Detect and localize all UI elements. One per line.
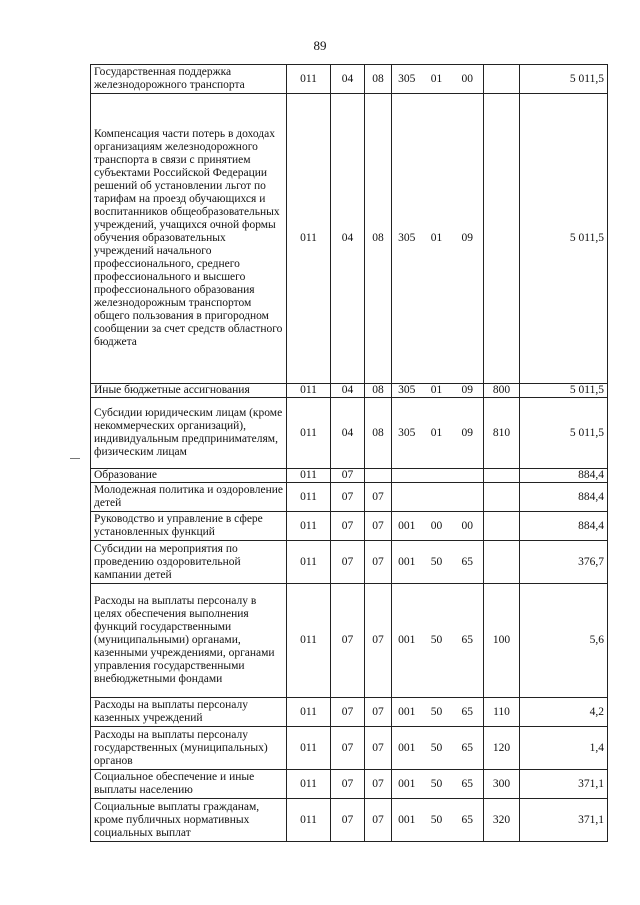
table-body: [91, 65, 608, 842]
subsection-code: 07: [365, 698, 392, 727]
section-code: 04: [331, 94, 365, 384]
ved-code: 011: [287, 483, 331, 512]
target-code-part3: [452, 469, 484, 483]
expense-type-code: [484, 469, 520, 483]
target-code-part3: 65: [452, 770, 484, 799]
ved-code: 011: [287, 799, 331, 842]
section-code: 04: [331, 384, 365, 398]
section-code: 07: [331, 799, 365, 842]
amount: 5 011,5: [520, 398, 608, 469]
subsection-code: 07: [365, 799, 392, 842]
target-code-part1: 305: [392, 384, 422, 398]
subsection-code: 07: [365, 770, 392, 799]
expense-type-code: [484, 512, 520, 541]
table-row: [91, 541, 608, 584]
page-number: 89: [313, 38, 327, 53]
target-code-part1: 001: [392, 727, 422, 770]
table-row: [91, 512, 608, 541]
target-code-part3: 65: [452, 698, 484, 727]
target-code-part1: [392, 483, 422, 512]
subsection-code: 08: [365, 65, 392, 94]
amount: 884,4: [520, 469, 608, 483]
target-code-part3: 09: [452, 398, 484, 469]
target-code-part1: 001: [392, 770, 422, 799]
amount: 371,1: [520, 770, 608, 799]
budget-table: [90, 64, 608, 842]
target-code-part2: 50: [422, 541, 452, 584]
target-code-part2: 00: [422, 512, 452, 541]
amount: 1,4: [520, 727, 608, 770]
section-code: 07: [331, 584, 365, 698]
target-code-part3: 09: [452, 94, 484, 384]
ved-code: 011: [287, 770, 331, 799]
target-code-part2: [422, 469, 452, 483]
target-code-part2: 50: [422, 770, 452, 799]
row-name: Субсидии на мероприятия по проведению оздоровительной кампании детей: [91, 541, 287, 584]
row-name: Руководство и управление в сфере установленных функций: [91, 512, 287, 541]
expense-type-code: 810: [484, 398, 520, 469]
target-code-part3: 65: [452, 541, 484, 584]
ved-code: 011: [287, 698, 331, 727]
ved-code: 011: [287, 584, 331, 698]
subsection-code: 07: [365, 483, 392, 512]
target-code-part1: 305: [392, 94, 422, 384]
row-name: Расходы на выплаты персоналу государственных (муниципальных) органов: [91, 727, 287, 770]
margin-mark: [70, 458, 80, 459]
subsection-code: 08: [365, 94, 392, 384]
ved-code: 011: [287, 512, 331, 541]
amount: 5 011,5: [520, 94, 608, 384]
section-code: 07: [331, 727, 365, 770]
table-row: [91, 94, 608, 384]
expense-type-code: [484, 65, 520, 94]
table-row: [91, 770, 608, 799]
ved-code: 011: [287, 541, 331, 584]
ved-code: 011: [287, 384, 331, 398]
subsection-code: 07: [365, 541, 392, 584]
section-code: 07: [331, 770, 365, 799]
row-name: Социальное обеспечение и иные выплаты населению: [91, 770, 287, 799]
table-row: [91, 384, 608, 398]
target-code-part2: 01: [422, 384, 452, 398]
table-row: [91, 469, 608, 483]
target-code-part1: 305: [392, 65, 422, 94]
section-code: 07: [331, 512, 365, 541]
target-code-part2: 01: [422, 94, 452, 384]
ved-code: 011: [287, 727, 331, 770]
row-name: Расходы на выплаты персоналу в целях обеспечения выполнения функций государственными (муниципальными) органами, казенными учреждениями, органами управления государственными внебюджетными фондами: [91, 584, 287, 698]
ved-code: 011: [287, 94, 331, 384]
target-code-part1: 305: [392, 398, 422, 469]
table-row: [91, 398, 608, 469]
subsection-code: 07: [365, 584, 392, 698]
target-code-part3: 00: [452, 65, 484, 94]
row-name: Государственная поддержка железнодорожного транспорта: [91, 65, 287, 94]
expense-type-code: 110: [484, 698, 520, 727]
section-code: 07: [331, 483, 365, 512]
target-code-part3: 09: [452, 384, 484, 398]
target-code-part2: 01: [422, 65, 452, 94]
target-code-part3: 00: [452, 512, 484, 541]
target-code-part1: [392, 469, 422, 483]
table-row: [91, 698, 608, 727]
expense-type-code: 100: [484, 584, 520, 698]
target-code-part3: [452, 483, 484, 512]
row-name: Расходы на выплаты персоналу казенных учреждений: [91, 698, 287, 727]
amount: 5 011,5: [520, 65, 608, 94]
subsection-code: [365, 469, 392, 483]
amount: 371,1: [520, 799, 608, 842]
amount: 884,4: [520, 483, 608, 512]
row-name: Социальные выплаты гражданам, кроме публичных нормативных социальных выплат: [91, 799, 287, 842]
target-code-part2: 50: [422, 799, 452, 842]
ved-code: 011: [287, 469, 331, 483]
target-code-part3: 65: [452, 727, 484, 770]
subsection-code: 07: [365, 727, 392, 770]
target-code-part1: 001: [392, 584, 422, 698]
expense-type-code: 120: [484, 727, 520, 770]
amount: 5,6: [520, 584, 608, 698]
section-code: 07: [331, 698, 365, 727]
amount: 376,7: [520, 541, 608, 584]
table-row: [91, 727, 608, 770]
expense-type-code: [484, 483, 520, 512]
target-code-part2: 01: [422, 398, 452, 469]
expense-type-code: 320: [484, 799, 520, 842]
ved-code: 011: [287, 398, 331, 469]
row-name: Иные бюджетные ассигнования: [91, 384, 287, 398]
subsection-code: 08: [365, 384, 392, 398]
target-code-part3: 65: [452, 584, 484, 698]
expense-type-code: 800: [484, 384, 520, 398]
target-code-part1: 001: [392, 799, 422, 842]
target-code-part2: 50: [422, 698, 452, 727]
expense-type-code: [484, 541, 520, 584]
amount: 4,2: [520, 698, 608, 727]
section-code: 04: [331, 65, 365, 94]
table-row: [91, 799, 608, 842]
target-code-part3: 65: [452, 799, 484, 842]
table-row: [91, 483, 608, 512]
ved-code: 011: [287, 65, 331, 94]
target-code-part1: 001: [392, 541, 422, 584]
target-code-part2: 50: [422, 584, 452, 698]
section-code: 04: [331, 398, 365, 469]
table-row: [91, 584, 608, 698]
row-name: Молодежная политика и оздоровление детей: [91, 483, 287, 512]
amount: 884,4: [520, 512, 608, 541]
expense-type-code: 300: [484, 770, 520, 799]
subsection-code: 07: [365, 512, 392, 541]
row-name: Компенсация части потерь в доходах организациям железнодорожного транспорта в связи с принятием субъектами Российской Федерации решений об установлении льгот по тарифам на проезд обучающихся и воспитанников общеобразовательных учреждений, учащихся очной формы обучения образовательных учреждений начального профессионального, среднего профессионального и высшего профессионального образования железнодорожным транспортом общего пользования в пригородном сообщении за счет средств областного бюджета: [91, 94, 287, 384]
section-code: 07: [331, 541, 365, 584]
target-code-part2: [422, 483, 452, 512]
amount: 5 011,5: [520, 384, 608, 398]
row-name: Субсидии юридическим лицам (кроме некоммерческих организаций), индивидуальным предпринимателям, физическим лицам: [91, 398, 287, 469]
target-code-part1: 001: [392, 512, 422, 541]
section-code: 07: [331, 469, 365, 483]
target-code-part1: 001: [392, 698, 422, 727]
table-row: [91, 65, 608, 94]
expense-type-code: [484, 94, 520, 384]
row-name: Образование: [91, 469, 287, 483]
subsection-code: 08: [365, 398, 392, 469]
target-code-part2: 50: [422, 727, 452, 770]
